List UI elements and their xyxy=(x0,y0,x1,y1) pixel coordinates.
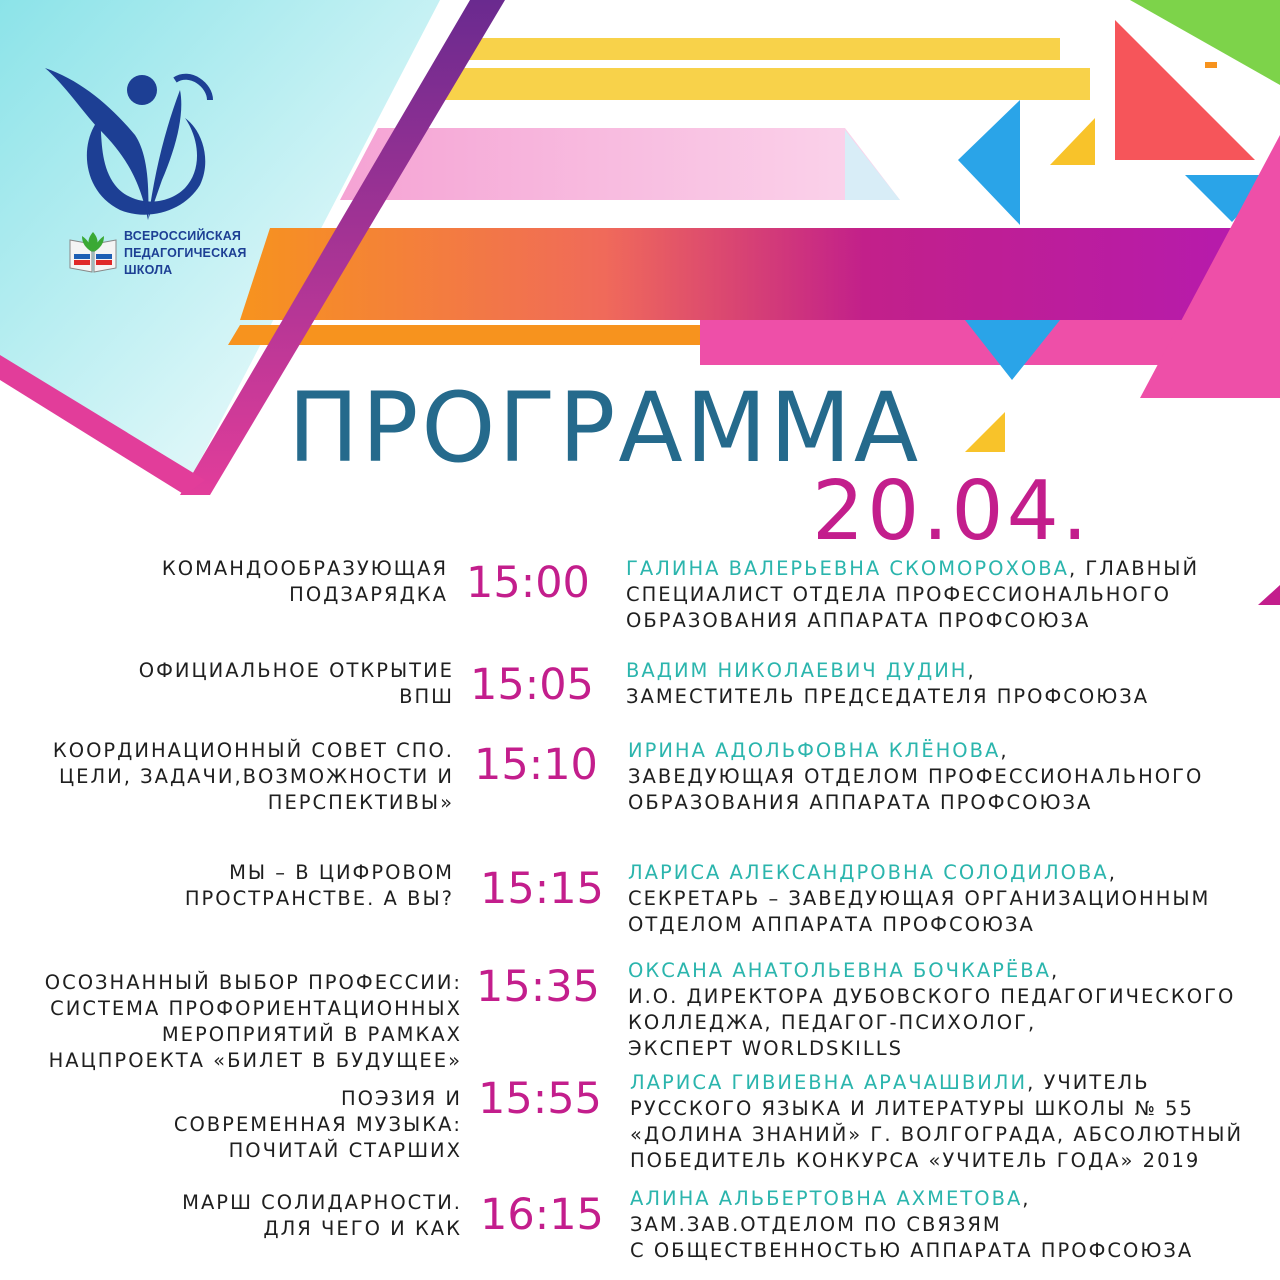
yellow-triangle-small xyxy=(1050,118,1095,165)
event-title-line: СОВРЕМЕННАЯ МУЗЫКА: xyxy=(173,1113,462,1136)
speaker-role-line: СЕКРЕТАРЬ – ЗАВЕДУЮЩАЯ ОРГАНИЗАЦИОННЫМ xyxy=(628,887,1211,910)
orange-dot xyxy=(1205,62,1217,68)
pink-stripe xyxy=(340,128,900,200)
event-title-line: ОФИЦИАЛЬНОЕ ОТКРЫТИЕ xyxy=(138,659,454,682)
event-title-line: МАРШ СОЛИДАРНОСТИ. xyxy=(182,1191,462,1214)
speaker-first-line xyxy=(628,738,1203,764)
event-title xyxy=(139,658,454,710)
event-title-line: МЫ – В ЦИФРОВОМ xyxy=(229,861,454,884)
event-time: 15:05 xyxy=(470,660,594,710)
event-title-line: НАЦПРОЕКТА «БИЛЕТ В БУДУЩЕЕ» xyxy=(48,1049,462,1072)
event-title-line: ДЛЯ ЧЕГО И КАК xyxy=(263,1217,462,1240)
event-title-line: КООРДИНАЦИОННЫЙ СОВЕТ СПО. xyxy=(52,739,454,762)
event-time: 15:35 xyxy=(476,962,600,1012)
speaker-role-line: ОТДЕЛОМ АППАРАТА ПРОФСОЮЗА xyxy=(628,913,1035,936)
yellow-triangle-bottom xyxy=(965,412,1005,452)
speaker-role-line: ЗАВЕДУЮЩАЯ ОТДЕЛОМ ПРОФЕССИОНАЛЬНОГО xyxy=(628,765,1204,788)
speaker-info xyxy=(630,1070,1243,1174)
speaker-info xyxy=(628,958,1235,1062)
speaker-name: ИРИНА АДОЛЬФОВНА КЛЁНОВА xyxy=(628,739,1001,762)
speaker-role-line: РУССКОГО ЯЗЫКА И ЛИТЕРАТУРЫ ШКОЛЫ № 55 xyxy=(630,1097,1194,1120)
speaker-first-line xyxy=(626,658,1149,684)
speaker-name: ГАЛИНА ВАЛЕРЬЕВНА СКОМОРОХОВА xyxy=(626,557,1069,580)
speaker-role-line: «ДОЛИНА ЗНАНИЙ» Г. ВОЛГОГРАДА, АБСОЛЮТНЫЙ xyxy=(630,1123,1244,1146)
event-title-line: ЦЕЛИ, ЗАДАЧИ,ВОЗМОЖНОСТИ И xyxy=(59,765,454,788)
yellow-stripe-top xyxy=(455,38,1060,60)
event-title-line: ПОДЗАРЯДКА xyxy=(289,583,448,606)
speaker-info xyxy=(626,658,1149,710)
speaker-info xyxy=(630,1186,1193,1264)
event-title xyxy=(45,970,462,1074)
speaker-role-line: КОЛЛЕДЖА, ПЕДАГОГ-ПСИХОЛОГ, xyxy=(628,1011,1037,1034)
logo-line: ПЕДАГОГИЧЕСКАЯ xyxy=(124,246,247,260)
event-title xyxy=(53,738,454,816)
trade-union-book-icon xyxy=(68,230,118,274)
speaker-role-line: ОБРАЗОВАНИЯ АППАРАТА ПРОФСОЮЗА xyxy=(626,609,1091,632)
speaker-role-start: , xyxy=(967,659,976,682)
logo-line: ШКОЛА xyxy=(124,263,173,277)
speaker-first-line xyxy=(628,860,1210,886)
event-time: 15:15 xyxy=(480,864,604,914)
event-title xyxy=(162,556,448,608)
light-blue-triangle xyxy=(845,130,900,200)
event-date: 20.04. xyxy=(812,464,1091,559)
event-title xyxy=(174,1086,462,1164)
speaker-info xyxy=(628,738,1203,816)
speaker-first-line xyxy=(630,1070,1243,1096)
event-title-line: ПОЧИТАЙ СТАРШИХ xyxy=(228,1139,462,1162)
event-time: 15:10 xyxy=(474,740,598,790)
speaker-name: АЛИНА АЛЬБЕРТОВНА АХМЕТОВА xyxy=(630,1187,1023,1210)
speaker-role-line: С ОБЩЕСТВЕННОСТЬЮ АППАРАТА ПРОФСОЮЗА xyxy=(630,1239,1194,1262)
speaker-role-line: И.О. ДИРЕКТОРА ДУБОВСКОГО ПЕДАГОГИЧЕСКОГО xyxy=(628,985,1236,1008)
speaker-first-line xyxy=(630,1186,1193,1212)
event-title-line: ПЕРСПЕКТИВЫ» xyxy=(267,791,454,814)
speaker-info xyxy=(626,556,1199,634)
magenta-triangle-edge xyxy=(1258,585,1280,605)
event-title-line: КОМАНДООБРАЗУЮЩАЯ xyxy=(161,557,448,580)
speaker-role-line: ЗАМЕСТИТЕЛЬ ПРЕДСЕДАТЕЛЯ ПРОФСОЮЗА xyxy=(626,685,1150,708)
event-title xyxy=(185,860,454,912)
event-title-line: ВПШ xyxy=(399,685,454,708)
event-title-line: ПРОСТРАНСТВЕ. А ВЫ? xyxy=(184,887,454,910)
event-time: 15:00 xyxy=(466,558,590,608)
page-title: ПРОГРАММА xyxy=(288,372,922,484)
event-title-line: МЕРОПРИЯТИЙ В РАМКАХ xyxy=(161,1023,462,1046)
event-title-line: ПОЭЗИЯ И xyxy=(340,1087,462,1110)
speaker-role-start: , xyxy=(1022,1187,1031,1210)
speaker-role-start: , xyxy=(1050,959,1060,982)
orange-magenta-stripe xyxy=(240,228,1280,320)
speaker-role-line: СПЕЦИАЛИСТ ОТДЕЛА ПРОФЕССИОНАЛЬНОГО xyxy=(626,583,1171,606)
speaker-role-line: ЭКСПЕРТ WORLDSKILLS xyxy=(628,1037,904,1060)
speaker-name: ОКСАНА АНАТОЛЬЕВНА БОЧКАРЁВА xyxy=(628,959,1051,982)
speaker-name: ЛАРИСА АЛЕКСАНДРОВНА СОЛОДИЛОВА xyxy=(628,861,1109,884)
speaker-role-line: ОБРАЗОВАНИЯ АППАРАТА ПРОФСОЮЗА xyxy=(628,791,1093,814)
speaker-first-line xyxy=(626,556,1199,582)
logo-text xyxy=(124,228,284,279)
event-time: 16:15 xyxy=(480,1190,604,1240)
logo-line: ВСЕРОССИЙСКАЯ xyxy=(124,229,242,243)
speaker-role-start: , ГЛАВНЫЙ xyxy=(1068,557,1200,580)
speaker-role-start: , xyxy=(1000,739,1009,762)
event-title-line: СИСТЕМА ПРОФОРИЕНТАЦИОННЫХ xyxy=(50,997,462,1020)
speaker-role-start: , УЧИТЕЛЬ xyxy=(1027,1071,1150,1094)
speaker-role-line: ЗАМ.ЗАВ.ОТДЕЛОМ ПО СВЯЗЯМ xyxy=(630,1213,1002,1236)
speaker-first-line xyxy=(628,958,1235,984)
speaker-role-line: ПОБЕДИТЕЛЬ КОНКУРСА «УЧИТЕЛЬ ГОДА» 2019 xyxy=(630,1149,1201,1172)
event-title-line: ОСОЗНАННЫЙ ВЫБОР ПРОФЕССИИ: xyxy=(44,971,462,994)
event-time: 15:55 xyxy=(478,1074,602,1124)
speaker-name: ВАДИМ НИКОЛАЕВИЧ ДУДИН xyxy=(626,659,968,682)
yellow-stripe-middle xyxy=(438,68,1090,100)
speaker-info xyxy=(628,860,1210,938)
event-title xyxy=(182,1190,462,1242)
speaker-name: ЛАРИСА ГИВИЕВНА АРАЧАШВИЛИ xyxy=(630,1071,1028,1094)
speaker-role-start: , xyxy=(1108,861,1117,884)
blue-triangle-left xyxy=(958,100,1020,225)
